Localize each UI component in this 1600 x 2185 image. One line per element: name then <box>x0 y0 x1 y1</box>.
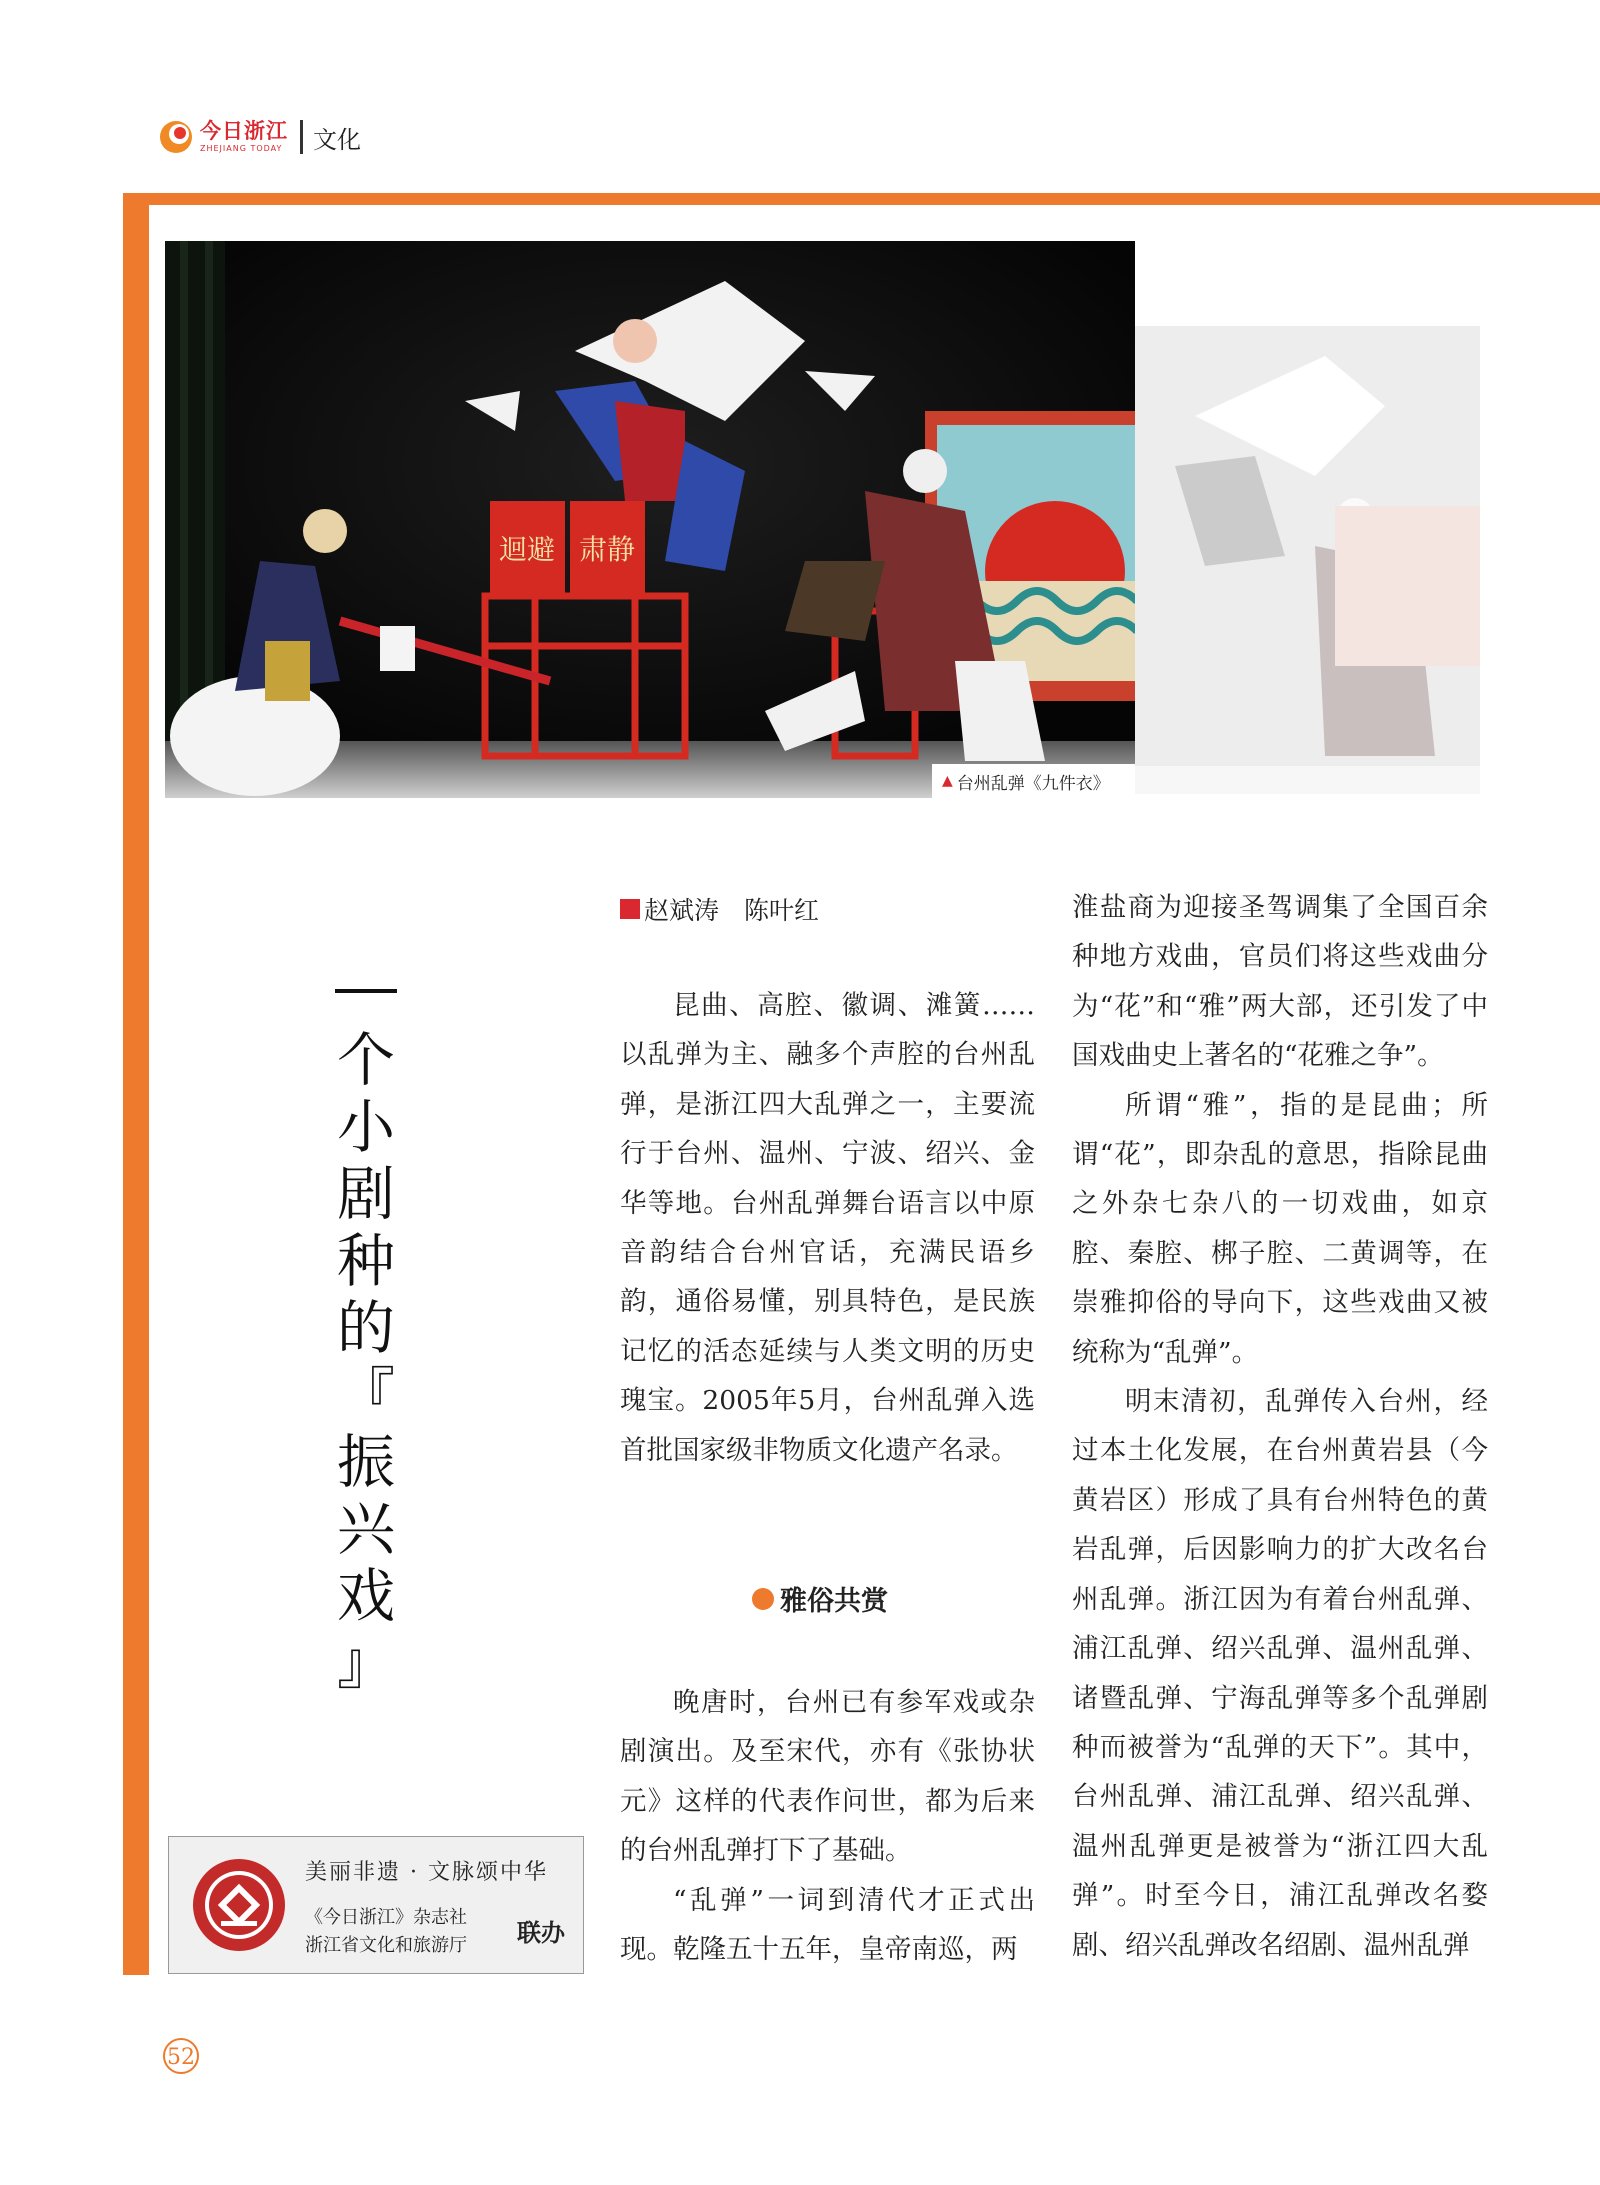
paragraph-continuation: 淮盐商为迎接圣驾调集了全国百余种地方戏曲，官员们将这些戏曲分为“花”和“雅”两大部，还引发了中国戏曲史上著名的“花雅之争”。 <box>1072 892 1488 1072</box>
article-column-1-bottom <box>620 1678 1035 1974</box>
orange-frame-top <box>123 193 1600 205</box>
header-divider <box>300 120 303 154</box>
faded-stage-illustration <box>1135 326 1480 794</box>
magazine-logo-icon <box>158 119 194 155</box>
badge-org-2: 浙江省文化和旅游厅 <box>305 1935 467 1956</box>
title-char: 戏 <box>336 1562 395 1630</box>
title-char: 『 <box>336 1361 395 1429</box>
byline <box>620 891 819 927</box>
faded-stage-photo <box>1135 326 1480 794</box>
subheading-text: 雅俗共赏 <box>780 1586 888 1617</box>
paragraph: 昆曲、高腔、徽调、滩簧……以乱弹为主、融多个声腔的台州乱弹，是浙江四大乱弹之一，主要流行于台州、温州、宁波、绍兴、金华等地。台州乱弹舞台语言以中原音韵结合台州官话，充满民语乡韵，通俗易懂，别具特色，是民族记忆的活态延续与人类文明的历史瑰宝。2005年5月，台州乱弹入选首批国家级非物质文化遗产名录。 <box>620 990 1035 1466</box>
paragraph: “乱弹”一词到清代才正式出现。乾隆五十五年，皇帝南巡，两 <box>620 1884 1035 1966</box>
title-char: 剧 <box>336 1160 395 1228</box>
co-organizer-badge <box>168 1836 584 1974</box>
stage-sign-left: 迴避 <box>498 533 556 566</box>
section-subheading <box>752 1579 888 1618</box>
title-char-yi <box>335 989 397 993</box>
page-number-text: 52 <box>163 2038 199 2074</box>
paragraph: 晚唐时，台州已有参军戏或杂剧演出。及至宋代，亦有《张协状元》这样的代表作问世，都为后来的台州乱弹打下了基础。 <box>620 1687 1035 1867</box>
magazine-header <box>158 112 361 162</box>
paragraph: 明末清初，乱弹传入台州，经过本土化发展，在台州黄岩县（今黄岩区）形成了具有台州特色的黄岩乱弹，后因影响力的扩大改名台州乱弹。浙江因为有着台州乱弹、浦江乱弹、绍兴乱弹、温州乱弹、诸暨乱弹、宁海乱弹等多个乱弹剧种而被誉为“乱弹的天下”。其中，台州乱弹、浦江乱弹、绍兴乱弹、温州乱弹更是被誉为“浙江四大乱弹”。时至今日，浦江乱弹改名婺剧、绍兴乱弹改名绍剧、温州乱弹 <box>1072 1386 1488 1961</box>
photo-caption <box>932 764 1135 798</box>
caption-text: 台州乱弹《九件衣》 <box>956 773 1110 794</box>
article-column-1-top <box>620 981 1035 1475</box>
title-char: 振 <box>336 1428 395 1496</box>
badge-joint-label: 联办 <box>517 1919 565 1947</box>
article-title <box>328 975 404 1697</box>
logo-chinese: 今日浙江 <box>200 119 288 143</box>
title-char: 小 <box>336 1093 395 1161</box>
title-char: 种 <box>336 1227 395 1295</box>
opera-stage-photo <box>165 241 1135 798</box>
title-char: 兴 <box>336 1495 395 1563</box>
page-number <box>163 2038 199 2074</box>
triangle-icon: ▲ <box>942 773 953 789</box>
title-char: 的 <box>336 1294 395 1362</box>
title-char: 个 <box>336 1026 395 1094</box>
section-label: 文化 <box>313 125 361 154</box>
red-square-icon <box>620 899 640 919</box>
title-char: 』 <box>336 1629 395 1697</box>
author-names: 赵斌涛 陈叶红 <box>644 896 820 925</box>
badge-org-1: 《今日浙江》杂志社 <box>305 1907 467 1928</box>
stage-scene-illustration <box>165 241 1135 798</box>
culture-seal-icon <box>191 1857 287 1953</box>
stage-sign-right: 肃静 <box>578 533 636 566</box>
logo-english: ZHEJIANG TODAY <box>200 144 283 153</box>
orange-frame-left <box>123 193 149 1975</box>
magazine-logo-text <box>200 121 288 153</box>
badge-slogan: 美丽非遗 · 文脉颂中华 <box>305 1860 548 1885</box>
article-column-2 <box>1072 883 1488 1970</box>
paragraph: 所谓“雅”，指的是昆曲；所谓“花”，即杂乱的意思，指除昆曲之外杂七杂八的一切戏曲，如京腔、秦腔、梆子腔、二黄调等，在崇雅抑俗的导向下，这些戏曲又被统称为“乱弹”。 <box>1072 1089 1488 1368</box>
orange-dot-icon <box>752 1588 774 1610</box>
